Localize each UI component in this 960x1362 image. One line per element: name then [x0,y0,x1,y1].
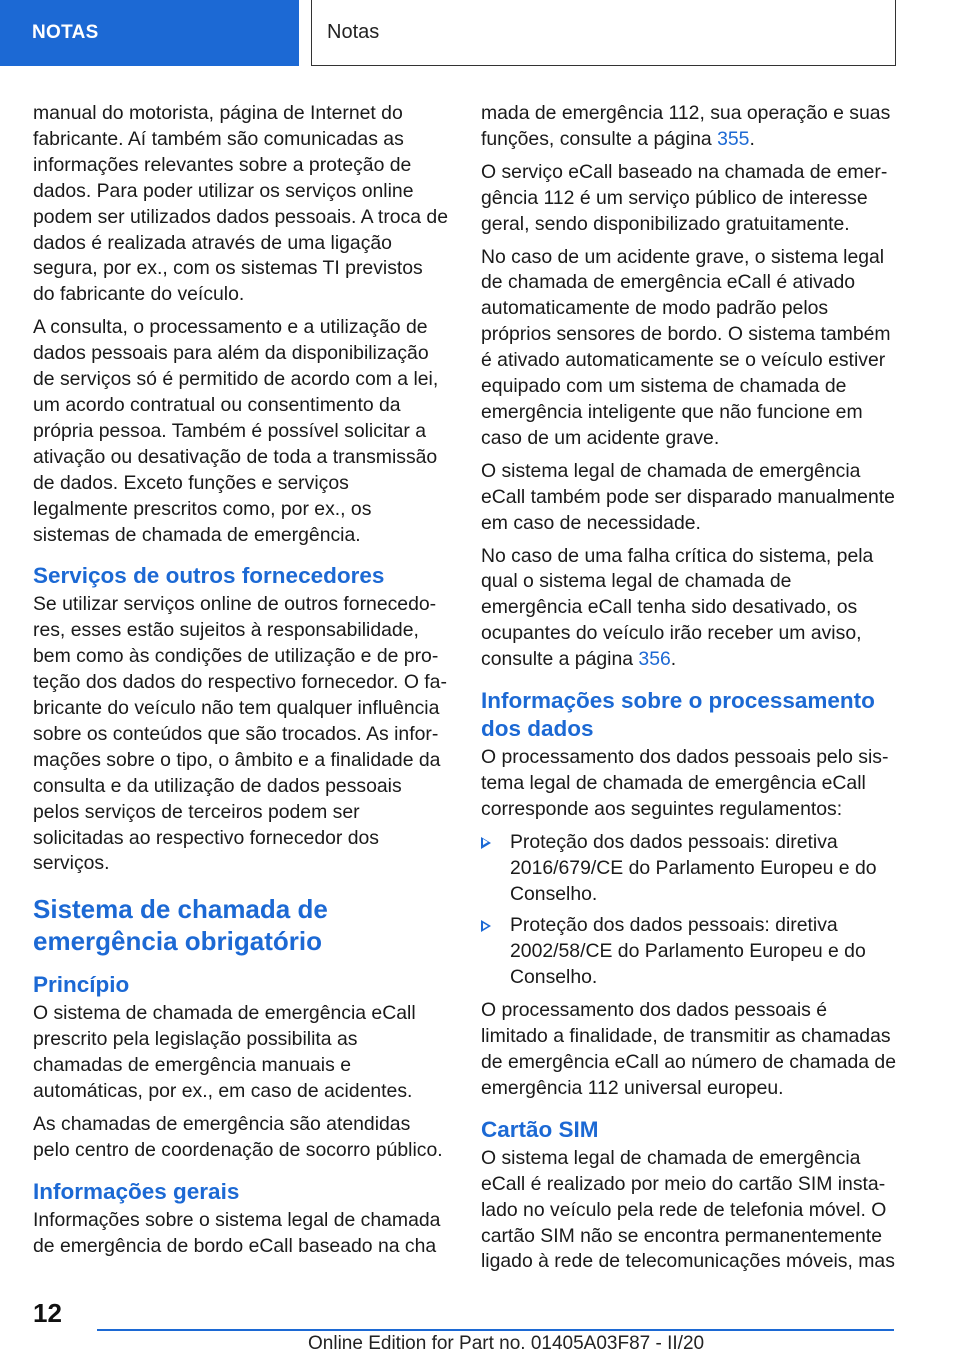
paragraph: Se utilizar serviços online de outros fornecedores, esses estão sujeitos à responsabilidade, bem como às condições de utilização e de proteção dos dados do respectivo fornecedor. O fabricante do veículo não tem qualquer influência sobre os conteúdos que são trocados. As informações sobre o tipo, o âmbito e a finalidade da consulta e da utilização de dados pessoais pelos serviços de terceiros podem ser solicitadas ao respectivo fornecedor dos serviços. [33,593,447,875]
page-number: 12 [33,1298,62,1328]
left-column [33,101,449,1267]
paragraph-text: mada de emergência 112, sua operação e suas funções, consulte a página [481,102,891,150]
paragraph-end: . [670,648,677,671]
paragraph: Informações sobre o sistema legal de chamada de emergência de bordo eCall baseado na cha [33,1208,441,1257]
paragraph [481,544,897,674]
regulation-list [481,830,897,991]
paragraph [481,101,897,153]
paragraph: As chamadas de emergência são atendidas pelo centro de coordenação de socorro público. [33,1113,443,1161]
paragraph: manual do motorista, página de Internet do fabricante. Aí também são comunicadas as informações relevantes sobre a proteção de dados. Para poder utilizar os serviços online podem ser utilizados dados pessoais. A troca de dados é realizada através de uma ligação segura, por ex., com os sistemas TI previstos do fabricante do veículo. [33,102,448,306]
list-item [481,830,897,908]
subheading-principio: Princípio [33,972,130,998]
paragraph-text: No caso de uma falha crítica do sistema, pela qual o sistema legal de chamada de emergência eCall tenha sido desativado, os ocupantes do veículo irão receber um aviso, consulte a página [481,544,874,671]
list-item [481,913,897,991]
section-heading-processamento: Informações sobre o processamento dos dados [481,688,875,742]
paragraph: No caso de um acidente grave, o sistema legal de chamada de emergência eCall é ativado automaticamente de modo padrão pelos próprios sensores de bordo. O sistema também é ativado automaticamente se o veículo estiver equipado com um sistema de chamada de emergência inteligente que não funcione em caso de um acidente grave. [481,245,891,449]
list-item-text: Proteção dos dados pessoais: diretiva 2016/679/CE do Parlamento Europeu e do Conselho. [510,830,877,905]
paragraph: O serviço eCall baseado na chamada de emergência 112 é um serviço público de interesse geral, sendo disponibilizado gratuitamente. [481,160,888,235]
paragraph-end: . [749,127,755,150]
section-heading-sistema-chamada: Sistema de chamada de emergência obrigatório [33,894,328,957]
paragraph: O sistema de chamada de emergência eCall prescrito pela legislação possibilita as chamadas de emergência manuais e automáticas, por ex., em caso de acidentes. [33,1002,416,1103]
page-link-355[interactable]: 355 [717,127,750,150]
paragraph: O sistema legal de chamada de emergência eCall também pode ser disparado manualmente em caso de necessidade. [481,459,895,534]
list-item-text: Proteção dos dados pessoais: diretiva 2002/58/CE do Parlamento Europeu e do Conselho. [510,914,866,989]
bullet-arrow-icon [481,837,491,849]
paragraph: O processamento dos dados pessoais pelo sistema legal de chamada de emergência eCall corresponde aos seguintes regulamentos: [481,746,889,820]
section-tab: NOTAS [0,0,299,66]
section-heading-outros-fornecedores: Serviços de outros fornecedores [33,563,385,589]
footer-divider [97,1329,894,1331]
bullet-arrow-icon [481,920,491,932]
footer-edition: Online Edition for Part no. 01405A03F87 - II/20 [308,1333,705,1354]
paragraph: O sistema legal de chamada de emergência eCall é realizado por meio do cartão SIM instalado no veículo pela rede de telefonia móvel. O cartão SIM não se encontra permanentemente ligado à rede de telecomunicações móveis, mas [481,1146,895,1273]
paragraph: A consulta, o processamento e a utilização de dados pessoais para além da disponibilização de serviços só é permitido de acordo com a lei, um acordo contratual ou consentimento da própria pessoa. Também é possível solicitar a ativação ou desativação de toda a transmissão de dados. Exceto funções e serviços legalmente prescritos como, por ex., os sistemas de chamada de emergência. [33,316,439,546]
page-link-356[interactable]: 356 [638,648,671,671]
section-heading-cartao-sim: Cartão SIM [481,1116,599,1142]
chapter-title: Notas [311,0,896,66]
paragraph: O processamento dos dados pessoais é limitado a finalidade, de transmitir as chamadas de emergência eCall ao número de chamada de emergência 112 universal europeu. [481,999,897,1099]
subheading-informacoes-gerais: Informações gerais [33,1178,240,1204]
right-column [481,101,897,1282]
